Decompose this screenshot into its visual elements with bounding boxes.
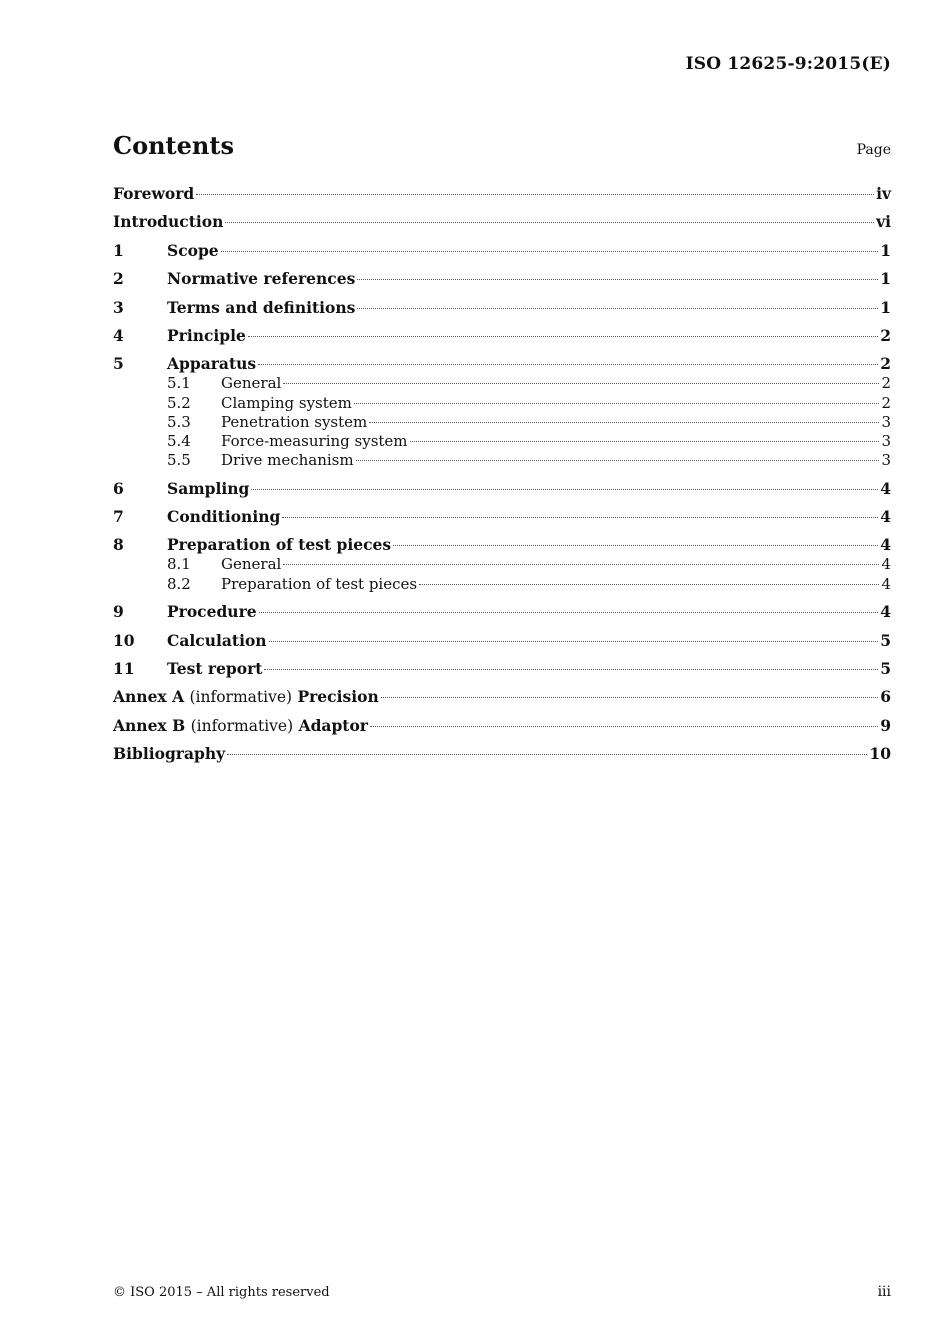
toc-subentry-title: Drive mechanism <box>221 451 354 470</box>
toc-entry-title: Test report <box>167 659 263 678</box>
toc-annex-informative: (informative) <box>190 716 294 735</box>
toc-subentry-title: General <box>221 374 282 393</box>
toc-entry-number: 1 <box>113 240 124 260</box>
toc-dot-leader <box>410 441 880 442</box>
toc-dot-leader <box>227 754 867 755</box>
toc-subentry-number: 5.5 <box>167 451 191 470</box>
toc-entry-number: 6 <box>113 478 124 498</box>
toc-subentry-page: 4 <box>881 574 891 593</box>
toc-entry-title <box>113 687 379 707</box>
toc-dot-leader <box>251 489 878 490</box>
toc-dot-leader <box>369 422 879 423</box>
toc-entry-page: 1 <box>880 240 891 260</box>
toc-entry[interactable] <box>113 716 891 736</box>
toc-entry-page: 4 <box>880 507 891 527</box>
toc-entry-number: 9 <box>113 602 124 622</box>
toc-entry-page: 1 <box>880 269 891 289</box>
toc-entry[interactable] <box>113 212 891 232</box>
toc-subentry[interactable] <box>113 394 891 413</box>
toc-entry-title: Normative references <box>167 269 356 289</box>
toc-entry-title: Preparation of test pieces <box>167 535 392 555</box>
toc-subentry[interactable] <box>113 432 891 451</box>
toc-subentry-page: 3 <box>881 451 891 470</box>
toc-dot-leader <box>258 364 878 365</box>
contents-heading: Contents <box>113 131 234 160</box>
toc-subentry-number: 5.2 <box>167 393 191 412</box>
footer-page-number: iii <box>877 1284 891 1300</box>
toc-entry-page: 5 <box>880 659 891 678</box>
toc-entry-title: Calculation <box>167 630 267 650</box>
toc-entry-page: 2 <box>880 325 891 345</box>
toc-entry-number: 3 <box>113 297 124 317</box>
toc-entry-title: Introduction <box>113 212 224 232</box>
toc-subentry[interactable] <box>113 413 891 432</box>
toc-subentry[interactable] <box>113 451 891 470</box>
toc-entry[interactable] <box>113 631 891 651</box>
toc-dot-leader <box>248 336 878 337</box>
toc-dot-leader <box>357 279 878 280</box>
toc-entry-page: 5 <box>880 630 891 650</box>
toc-entry[interactable] <box>113 269 891 289</box>
toc-annex-informative: (informative) <box>189 688 293 707</box>
toc-subentry[interactable] <box>113 374 891 393</box>
toc-entry-title: Procedure <box>167 602 257 622</box>
toc-dot-leader <box>419 584 879 585</box>
toc-subentry-title: Clamping system <box>221 393 352 412</box>
toc-dot-leader <box>283 383 879 384</box>
toc-entry-page: 6 <box>880 687 891 707</box>
toc-entry[interactable] <box>113 535 891 555</box>
toc-entry-title: Foreword <box>113 184 195 203</box>
toc-entry[interactable] <box>113 354 891 374</box>
page-column-label: Page <box>856 142 891 158</box>
toc-subentry-page: 3 <box>881 431 891 450</box>
toc-subentry-number: 5.1 <box>167 374 191 393</box>
toc-entry-title: Scope <box>167 240 219 260</box>
toc-subentry-title: Penetration system <box>221 412 368 431</box>
toc-entry[interactable] <box>113 687 891 707</box>
toc-entry[interactable] <box>113 298 891 318</box>
toc-entry-number: 4 <box>113 325 124 345</box>
toc-entry-number: 10 <box>113 630 135 650</box>
toc-entry-page: 10 <box>869 744 891 764</box>
toc-entry[interactable] <box>113 659 891 679</box>
toc-subentry-number: 8.2 <box>167 574 191 593</box>
toc-entry-title: Apparatus <box>167 354 257 374</box>
toc-subentry-title: Preparation of test pieces <box>221 574 418 593</box>
toc-entry-title: Sampling <box>167 478 250 498</box>
toc-subentry-page: 2 <box>881 374 891 393</box>
toc-entry-page: 4 <box>880 535 891 555</box>
toc-dot-leader <box>370 726 878 727</box>
toc-entry-number: 7 <box>113 507 124 527</box>
toc-entry[interactable] <box>113 479 891 499</box>
toc-annex-title: Precision <box>297 687 379 707</box>
toc-entry-page: 4 <box>880 602 891 622</box>
toc-dot-leader <box>357 308 878 309</box>
toc-entry[interactable] <box>113 241 891 261</box>
toc-entry[interactable] <box>113 184 891 204</box>
toc-subentry-number: 5.4 <box>167 431 191 450</box>
toc-entry[interactable] <box>113 507 891 527</box>
toc-entry-title <box>113 716 368 736</box>
toc-entry-title: Bibliography <box>113 744 226 764</box>
toc-annex-title: Adaptor <box>298 715 368 735</box>
toc-entry-number: 11 <box>113 659 135 678</box>
toc-entry-number: 2 <box>113 269 124 289</box>
toc-dot-leader <box>264 669 878 670</box>
toc-entry-page: 2 <box>880 354 891 374</box>
toc-dot-leader <box>282 517 878 518</box>
toc-dot-leader <box>283 564 879 565</box>
toc-subentry[interactable] <box>113 555 891 574</box>
footer-copyright: © ISO 2015 – All rights reserved <box>113 1285 330 1300</box>
toc-entry[interactable] <box>113 744 891 764</box>
toc-dot-leader <box>393 545 878 546</box>
toc-entry-page: 9 <box>880 715 891 735</box>
toc-dot-leader <box>356 460 880 461</box>
toc-dot-leader <box>381 697 878 698</box>
toc-entry-number: 8 <box>113 535 124 555</box>
toc-entry[interactable] <box>113 602 891 622</box>
table-of-contents <box>113 184 891 764</box>
toc-entry-title: Terms and definitions <box>167 297 356 317</box>
toc-dot-leader <box>196 194 874 195</box>
toc-entry-page: 1 <box>880 297 891 317</box>
toc-dot-leader <box>259 612 879 613</box>
toc-entry-page: vi <box>876 212 891 232</box>
toc-entry[interactable] <box>113 326 891 346</box>
toc-subentry-title: Force-measuring system <box>221 431 408 450</box>
toc-dot-leader <box>221 251 879 252</box>
toc-entry-page: iv <box>876 184 891 203</box>
toc-subentry-page: 4 <box>881 555 891 574</box>
toc-entry-title: Conditioning <box>167 507 281 527</box>
toc-annex-label: Annex A <box>113 687 185 707</box>
toc-dot-leader <box>354 403 880 404</box>
document-id: ISO 12625-9:2015(E) <box>685 54 891 74</box>
toc-subentry[interactable] <box>113 575 891 594</box>
toc-subentry-title: General <box>221 555 282 574</box>
toc-dot-leader <box>225 222 874 223</box>
toc-entry-page: 4 <box>880 478 891 498</box>
toc-subentry-number: 5.3 <box>167 412 191 431</box>
toc-entry-number: 5 <box>113 354 124 374</box>
toc-annex-label: Annex B <box>113 715 186 735</box>
toc-subentry-number: 8.1 <box>167 555 191 574</box>
toc-subentry-page: 2 <box>881 393 891 412</box>
toc-dot-leader <box>269 641 879 642</box>
toc-entry-title: Principle <box>167 325 246 345</box>
toc-subentry-page: 3 <box>881 412 891 431</box>
